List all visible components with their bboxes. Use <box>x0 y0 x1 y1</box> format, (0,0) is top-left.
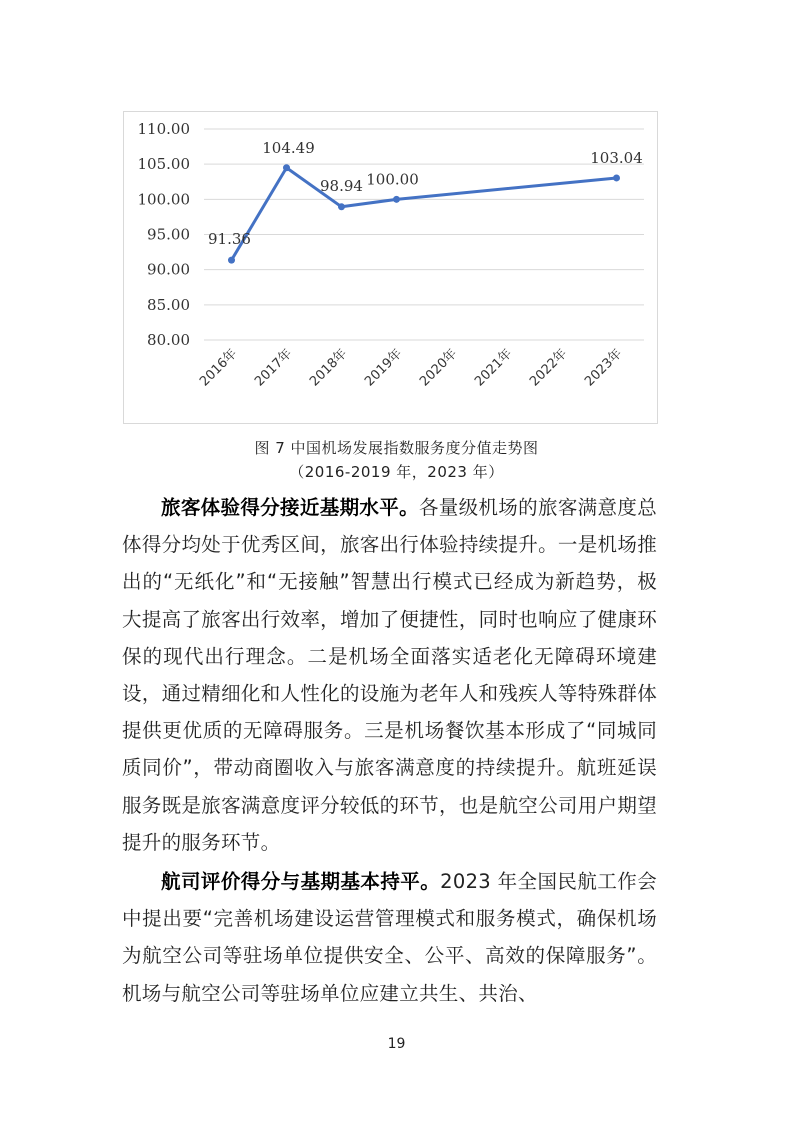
paragraph-body: 2023 年全国民航工作会中提出要“完善机场建设运营管理模式和服务模式，确保机场为航空公司等驻场单位提供安全、公平、高效的保障服务”。机场与航空公司等驻场单位应建立共生、共治、 <box>122 870 657 1005</box>
data-label: 98.94 <box>320 176 363 195</box>
paragraph-body: 各量级机场的旅客满意度总体得分均处于优秀区间，旅客出行体验持续提升。一是机场推出的“无纸化”和“无接触”智慧出行模式已经成为新趋势，极大提高了旅客出行效率，增加了便捷性，同时也响应了健康环保的现代出行理念。二是机场全面落实适老化无障碍环境建设，通过精细化和人性化的设施为老年人和残疾人等特殊群体提供更优质的无障碍服务。三是机场餐饮基本形成了“同城同质同价”，带动商圈收入与旅客满意度的持续提升。航班延误服务既是旅客满意度评分较低的环节，也是航空公司用户期望提升的服务环节。 <box>122 496 657 854</box>
x-tick-label: 2022年 <box>527 346 571 390</box>
y-tick-label: 100.00 <box>137 190 190 209</box>
data-point <box>613 174 620 181</box>
x-tick-label: 2019年 <box>362 346 406 390</box>
y-tick-label: 85.00 <box>147 295 190 314</box>
data-label: 104.49 <box>262 138 315 157</box>
paragraph-passenger-experience <box>122 489 657 861</box>
paragraph-lead: 航司评价得分与基期基本持平。 <box>161 870 441 893</box>
data-point <box>338 203 345 210</box>
data-label: 100.00 <box>366 170 419 189</box>
figure-caption-title: 图 7 中国机场发展指数服务度分值走势图 <box>254 439 539 457</box>
chart-container <box>123 111 658 424</box>
y-tick-label: 95.00 <box>147 225 190 244</box>
x-tick-label: 2016年 <box>197 346 241 390</box>
y-tick-label: 105.00 <box>137 155 190 174</box>
paragraph-lead: 旅客体验得分接近基期水平。 <box>161 496 419 519</box>
line-chart <box>124 112 659 425</box>
x-tick-label: 2017年 <box>252 346 296 390</box>
y-tick-label: 80.00 <box>147 331 190 349</box>
data-point <box>283 164 290 171</box>
series-line <box>232 168 617 260</box>
x-tick-label: 2021年 <box>472 346 516 390</box>
x-tick-label: 2018年 <box>307 346 351 390</box>
data-point <box>228 257 235 264</box>
paragraph-airline-evaluation <box>122 863 657 1012</box>
figure-caption-subtitle: （2016-2019 年，2023 年） <box>289 463 504 481</box>
data-point <box>393 196 400 203</box>
x-tick-label: 2020年 <box>417 346 461 390</box>
page-number: 19 <box>387 1036 406 1052</box>
data-label: 103.04 <box>590 148 643 167</box>
data-label: 91.36 <box>208 230 251 249</box>
y-tick-label: 110.00 <box>137 120 190 138</box>
y-tick-label: 90.00 <box>147 260 190 279</box>
x-tick-label: 2023年 <box>582 346 626 390</box>
